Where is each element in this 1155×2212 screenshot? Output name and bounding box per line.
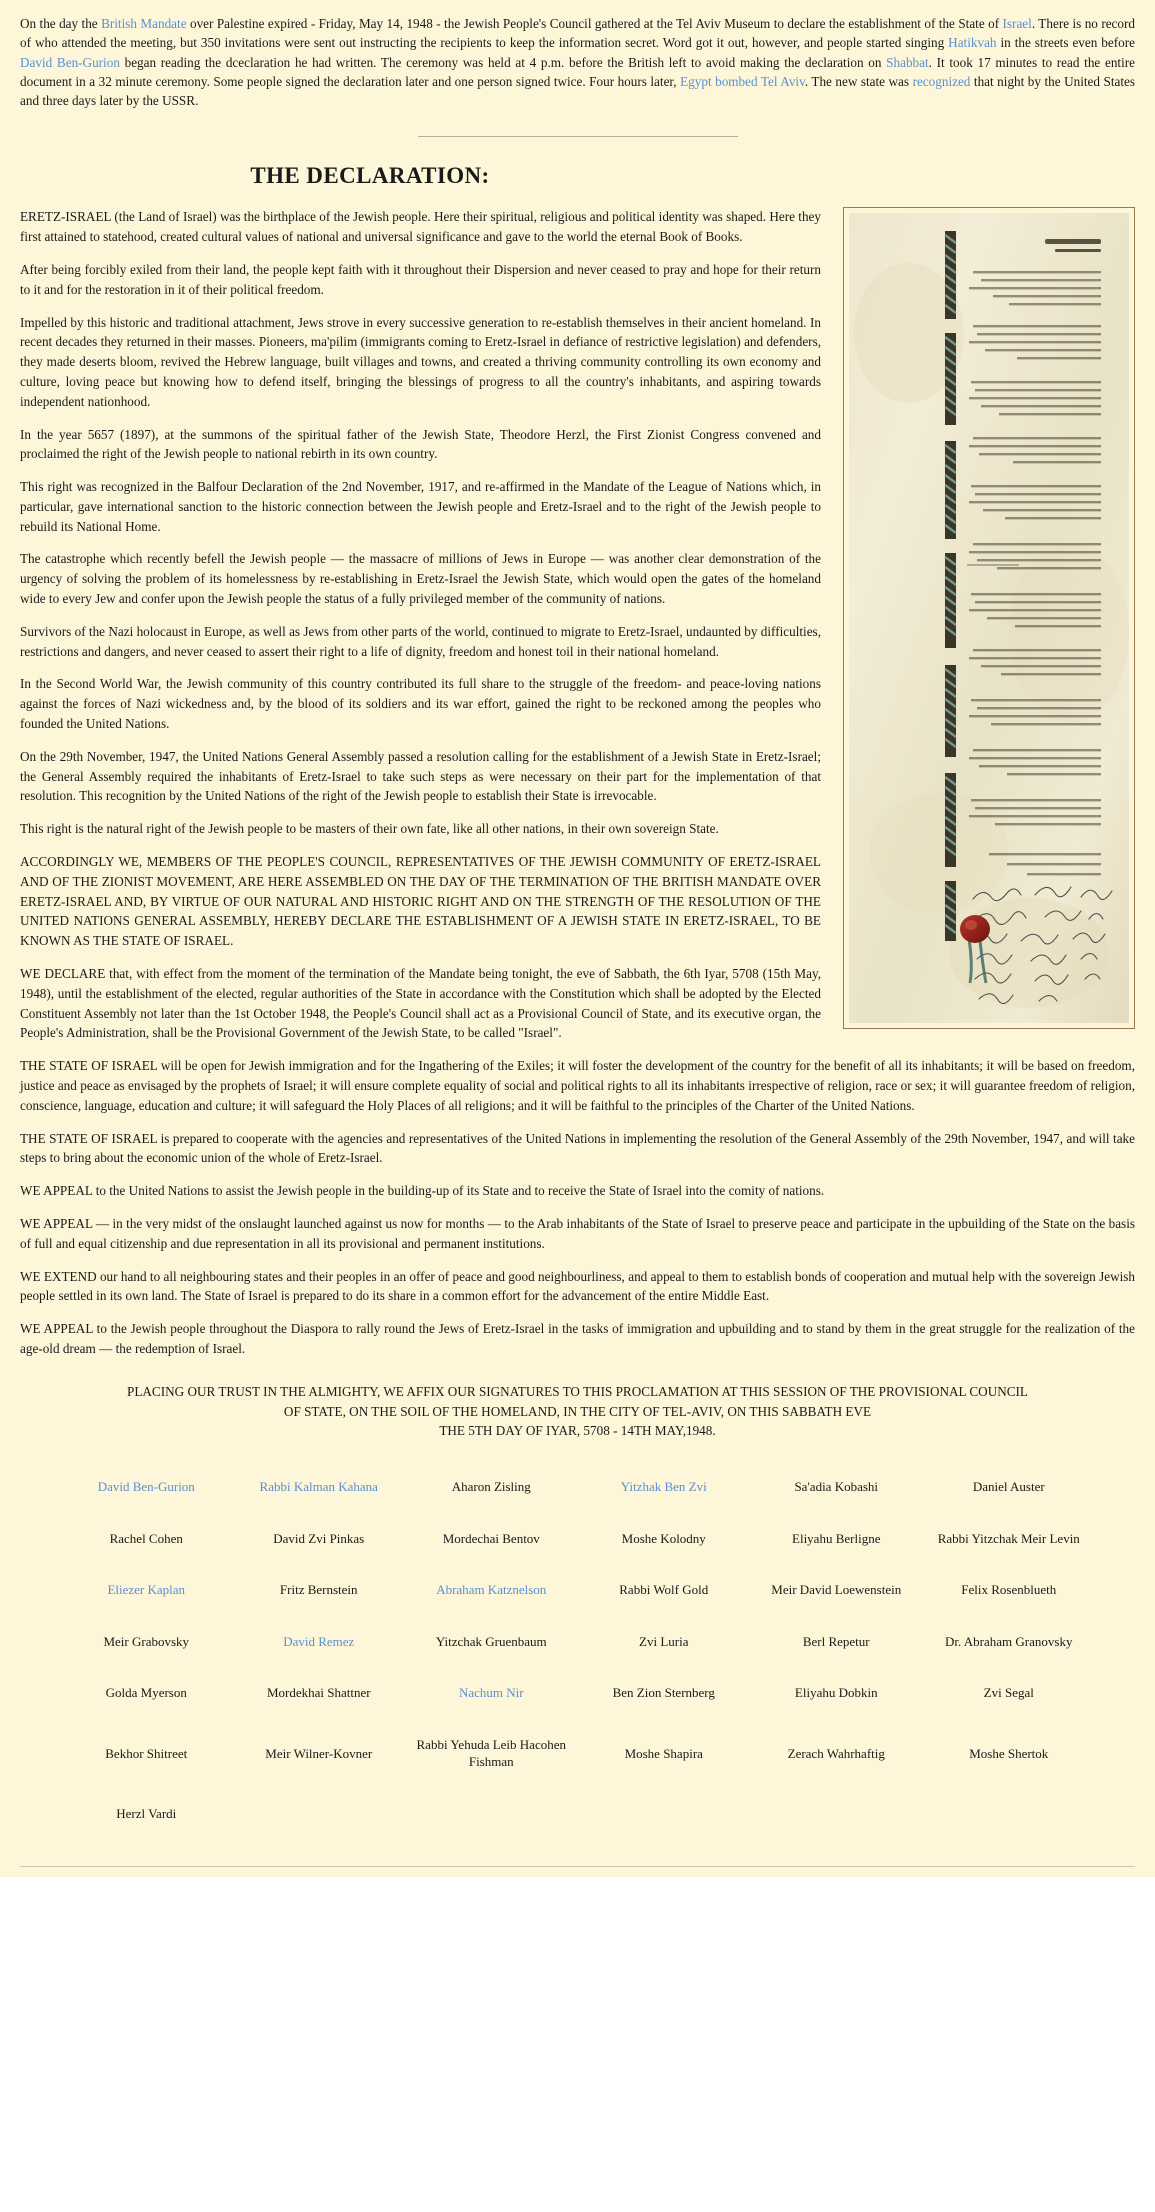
declaration-paragraph-3: Impelled by this historic and traditional attachment, Jews strove in every successive generation to re-establish themselves in their ancient homeland. In recent decades they returned in their masses. Pioneers, ma'pilim (immigrants coming to Eretz-Israel in defiance of restrictive legislation) and defenders, they made deserts bloom, revived the Hebrew language, built villages and towns, and created a thriving community controlling its own economy and culture, loving peace but knowing how to defend itself, bringing the blessings of progress to all the country's inhabitants, and aspiring towards independent nationhood.: [20, 314, 821, 409]
signatory-name: Yitzchak Gruenbaum: [435, 1633, 547, 1649]
appeal-paragraph-5: WE APPEAL to the Jewish people throughout the Diaspora to rally round the Jews of Eretz-Israel in the tasks of immigration and upbuilding and to stand by them in the great struggle for the realization of the age-old dream — the redemption of Israel.: [20, 1321, 1135, 1356]
signatory-link[interactable]: Rabbi Kalman Kahana: [259, 1479, 378, 1495]
signatories-table: [60, 1461, 1095, 1839]
closing-line-2: OF STATE, ON THE SOIL OF THE HOMELAND, IN THE CITY OF TEL-AVIV, ON THIS SABBATH EVE: [283, 1403, 872, 1419]
declaration-paragraph-5: This right was recognized in the Balfour Declaration of the 2nd November, 1917, and re-affirmed in the Mandate of the League of Nations which, in particular, gave international sanction to the historic connection between the Jewish people and Eretz-Israel and to the right of the Jewish people to rebuild its National Home.: [20, 479, 821, 534]
signature-row: [60, 1564, 1095, 1616]
appeal-paragraph-2: WE APPEAL to the United Nations to assist the Jewish people in the building-up of its State and to receive the State of Israel into the comity of nations.: [20, 1183, 825, 1199]
declaration-paragraph-9: On the 29th November, 1947, the United Nations General Assembly passed a resolution calling for the establishment of a Jewish State in Eretz-Israel; the General Assembly required the inhabitants of Eretz-Israel to take such steps as were necessary on their part for the implementation of that resolution. This recognition by the United Nations of the right of the Jewish people to establish their State is irrevocable.: [20, 748, 821, 804]
signatory-empty: [923, 1788, 1096, 1840]
signatory-link[interactable]: Yitzhak Ben Zvi: [620, 1479, 707, 1495]
signatory-name: Bekhor Shitreet: [105, 1745, 188, 1761]
signatory-name: Moshe Shertok: [969, 1745, 1049, 1761]
intro-link-7[interactable]: David Ben-Gurion: [20, 54, 120, 70]
signatory-link[interactable]: [405, 1667, 578, 1719]
signatory-link[interactable]: David Ben-Gurion: [97, 1479, 195, 1495]
signatory-name: Herzl Vardi: [116, 1806, 177, 1821]
signatory-name: Meir David Loewenstein: [771, 1582, 902, 1598]
signatory-name: Rabbi Wolf Gold: [619, 1582, 709, 1598]
signatory-empty: [750, 1788, 923, 1840]
signatory-name: Rabbi Yehuda Leib Hacohen Fishman: [416, 1736, 566, 1770]
declaration-body: [0, 207, 1155, 1128]
signatory-name: Aharon Zisling: [451, 1479, 531, 1495]
intro-link-3[interactable]: Israel: [1002, 16, 1032, 31]
signature-row: [60, 1788, 1095, 1840]
signatory-name: Zvi Segal: [983, 1685, 1034, 1701]
signature-row: [60, 1616, 1095, 1668]
horizontal-divider: [418, 136, 738, 137]
signatory-name: Ben Zion Sternberg: [612, 1685, 715, 1701]
declaration-paragraph-11: ACCORDINGLY WE, MEMBERS OF THE PEOPLE'S COUNCIL, REPRESENTATIVES OF THE JEWISH COMMUNITY OF ERETZ-ISRAEL AND OF THE ZIONIST MOVEMENT, ARE HERE ASSEMBLED ON THE DAY OF THE TERMINATION OF THE BRITISH MANDATE OVER ERETZ-ISRAEL AND, BY VIRTUE OF OUR NATURAL AND HISTORIC RIGHT AND ON THE STRENGTH OF THE RESOLUTION OF THE UNITED NATIONS GENERAL ASSEMBLY, HEREBY DECLARE THE ESTABLISHMENT OF A JEWISH STATE IN ERETZ-ISRAEL, TO BE KNOWN AS THE STATE OF ISRAEL.: [20, 854, 821, 949]
signatory-name: Fritz Bernstein: [279, 1582, 358, 1598]
signatory-name: Mordekhai Shattner: [266, 1685, 371, 1701]
signatory-name: Sa'adia Kobashi: [794, 1479, 879, 1495]
signature-row: [60, 1719, 1095, 1788]
title-wrapper: [0, 145, 1155, 207]
intro-link-11[interactable]: Egypt bombed Tel Aviv: [680, 73, 805, 89]
signature-row: [60, 1667, 1095, 1719]
signature-row: [60, 1513, 1095, 1565]
intro-text: On the day the British Mandate over Palestine expired - Friday, May 14, 1948 - the Jewish People's Council gathered at the Tel Aviv Museum to declare the establishment of the State of Israel. There is no record of who attended the meeting, but 350 invitations were sent out instructing the recipients to keep the information secret. Word got it out, however, and people started singing Hatikvah in the streets even before David Ben-Gurion began reading the dceclaration he had written. The ceremony was held at 4 p.m. before the British left to avoid making the declaration on Shabbat. It took 17 minutes to read the entire document in a 32 minute ceremony. Some people signed the declaration later and one person signed twice. Four hours later, Egypt bombed Tel Aviv. The new state was recognized that night by the United States and three days later by the USSR.: [20, 16, 1136, 109]
intro-paragraph: [0, 0, 1155, 114]
signatory-link[interactable]: Abraham Katznelson: [436, 1582, 547, 1598]
signatory-name: Eliyahu Dobkin: [794, 1685, 878, 1701]
signatory-link[interactable]: David Remez: [283, 1633, 355, 1649]
signatory-name: David Zvi Pinkas: [273, 1530, 365, 1546]
signatory-empty: [233, 1788, 406, 1840]
signatory-name: Golda Myerson: [105, 1685, 187, 1701]
signatory-link[interactable]: Eliezer Kaplan: [107, 1582, 186, 1598]
signatory-name: Berl Repetur: [802, 1633, 870, 1649]
signatory-name: Eliyahu Berligne: [792, 1530, 881, 1546]
intro-link-5[interactable]: Hatikvah: [948, 35, 997, 51]
closing-line-3: THE 5TH DAY OF IYAR, 5708 - 14TH MAY,1948.: [439, 1423, 716, 1439]
declaration-paragraph-7: Survivors of the Nazi holocaust in Europe, as well as Jews from other parts of the world, continued to migrate to Eretz-Israel, undaunted by difficulties, restrictions and dangers, and never ceased to assert their right to a life of dignity, freedom and honest toil in their national homeland.: [20, 623, 821, 659]
signatory-link[interactable]: Nachum Nir: [458, 1685, 524, 1701]
signatory-name: Moshe Kolodny: [621, 1530, 706, 1546]
closing-line-1: PLACING OUR TRUST IN THE ALMIGHTY, WE AFFIX OUR SIGNATURES TO THIS PROCLAMATION AT THIS SESSION OF THE PROVISIONAL COUNCIL: [127, 1383, 1028, 1399]
signatory-name: Meir Grabovsky: [103, 1633, 190, 1649]
intro-link-9[interactable]: Shabbat: [886, 54, 929, 70]
signatory-link[interactable]: [60, 1461, 233, 1513]
signatory-name: Dr. Abraham Granovsky: [945, 1633, 1073, 1649]
signatory-link[interactable]: [233, 1616, 406, 1668]
closing-proclamation: [0, 1372, 1155, 1441]
signatory-name: Mordechai Bentov: [442, 1530, 540, 1546]
declaration-paragraph-6: The catastrophe which recently befell the Jewish people — the massacre of millions of Jews in Europe — was another clear demonstration of the urgency of solving the problem of its homelessness by re-establishing in Eretz-Israel the Jewish State, which would open the gates of the homeland wide to every Jew and confer upon the Jewish people the status of a fully privileged member of the community of nations.: [20, 551, 821, 607]
signatory-name: Zerach Wahrhaftig: [787, 1745, 885, 1761]
appeal-paragraph-4: WE EXTEND our hand to all neighbouring states and their peoples in an offer of peace and good neighbourliness, and appeal to them to establish bonds of cooperation and mutual help with the sovereign Jewish people settled in its own land. The State of Israel is prepared to do its share in a common effort for the advancement of the entire Middle East.: [20, 1268, 1135, 1304]
signatory-name: Zvi Luria: [639, 1633, 689, 1649]
intro-link-1[interactable]: British Mandate: [101, 16, 187, 31]
signatory-name: Moshe Shapira: [624, 1745, 703, 1761]
signatory-name: Felix Rosenblueth: [961, 1582, 1057, 1598]
declaration-paragraph-13: THE STATE OF ISRAEL will be open for Jewish immigration and for the Ingathering of the Exiles; it will foster the development of the country for the benefit of all its inhabitants; it will be based on freedom, justice and peace as envisaged by the prophets of Israel; it will ensure complete equality of social and political rights to all its inhabitants irrespective of religion, race or sex; it will guarantee freedom of religion, conscience, language, education and culture; it will safeguard the Holy Places of all religions; and it will be faithful to the principles of the Charter of the United Nations.: [20, 1058, 1135, 1113]
signatory-name: Daniel Auster: [972, 1479, 1045, 1495]
declaration-scroll-image: [849, 213, 1129, 1023]
signature-row: [60, 1461, 1095, 1513]
signatory-link[interactable]: [233, 1461, 406, 1513]
declaration-paragraph-1: ERETZ-ISRAEL (the Land of Israel) was the birthplace of the Jewish people. Here their spiritual, religious and political identity was shaped. Here they first attained to statehood, created cultural values of national and universal significance and gave to the world the eternal Book of Books.: [20, 209, 821, 245]
signatures-section: [0, 1441, 1155, 1865]
signatory-empty: [578, 1788, 751, 1840]
intro-link-13[interactable]: recognized: [912, 73, 971, 89]
declaration-scroll-figure: [843, 207, 1135, 1029]
wide-paragraph-list: [0, 1129, 1155, 1359]
appeal-paragraph-1: THE STATE OF ISRAEL is prepared to cooperate with the agencies and representatives of the United Nations in implementing the resolution of the General Assembly of the 29th November, 1947, and will take steps to bring about the economic union of the whole of Eretz-Israel.: [20, 1130, 1135, 1166]
signatory-link[interactable]: [405, 1564, 578, 1616]
declaration-paragraph-8: In the Second World War, the Jewish community of this country contributed its full share to the struggle of the freedom- and peace-loving nations against the forces of Nazi wickedness and, by the blood of its soldiers and its war effort, gained the right to be reckoned among the peoples who founded the United Nations.: [20, 676, 821, 732]
signatory-link[interactable]: [578, 1461, 751, 1513]
appeal-paragraph-3: WE APPEAL — in the very midst of the onslaught launched against us now for months — to the Arab inhabitants of the State of Israel to preserve peace and participate in the upbuilding of the State on the basis of full and equal citizenship and due representation in all its provisional and permanent institutions.: [20, 1216, 1135, 1251]
declaration-paragraph-4: In the year 5657 (1897), at the summons of the spiritual father of the Jewish State, Theodore Herzl, the First Zionist Congress convened and proclaimed the right of the Jewish people to national rebirth in its own country.: [20, 426, 821, 462]
declaration-paragraph-2: After being forcibly exiled from their land, the people kept faith with it throughout their Dispersion and never ceased to pray and hope for their return to it and for the restoration in it of their political freedom.: [20, 261, 821, 297]
declaration-paragraph-10: This right is the natural right of the Jewish people to be masters of their own fate, like all other nations, in their own sovereign State.: [20, 821, 719, 837]
declaration-paragraph-12: WE DECLARE that, with effect from the moment of the termination of the Mandate being tonight, the eve of Sabbath, the 6th Iyar, 5708 (15th May, 1948), until the establishment of the elected, regular authorities of the State in accordance with the Constitution which shall be adopted by the Elected Constituent Assembly not later than the 1st October 1948, the People's Council shall act as a Provisional Council of State, and its executive organ, the People's Administration, shall be the Provisional Government of the Jewish State, to be called "Israel".: [20, 966, 821, 1041]
signatory-empty: [405, 1788, 578, 1840]
page-title: THE DECLARATION:: [250, 163, 490, 189]
signatory-name: Meir Wilner-Kovner: [265, 1745, 373, 1761]
signatory-name: Rabbi Yitzchak Meir Levin: [937, 1530, 1080, 1546]
divider-wrapper: [0, 114, 1155, 145]
signatory-name: Rachel Cohen: [109, 1530, 183, 1546]
signatory-link[interactable]: [60, 1564, 233, 1616]
bottom-rule: [20, 1866, 1135, 1877]
